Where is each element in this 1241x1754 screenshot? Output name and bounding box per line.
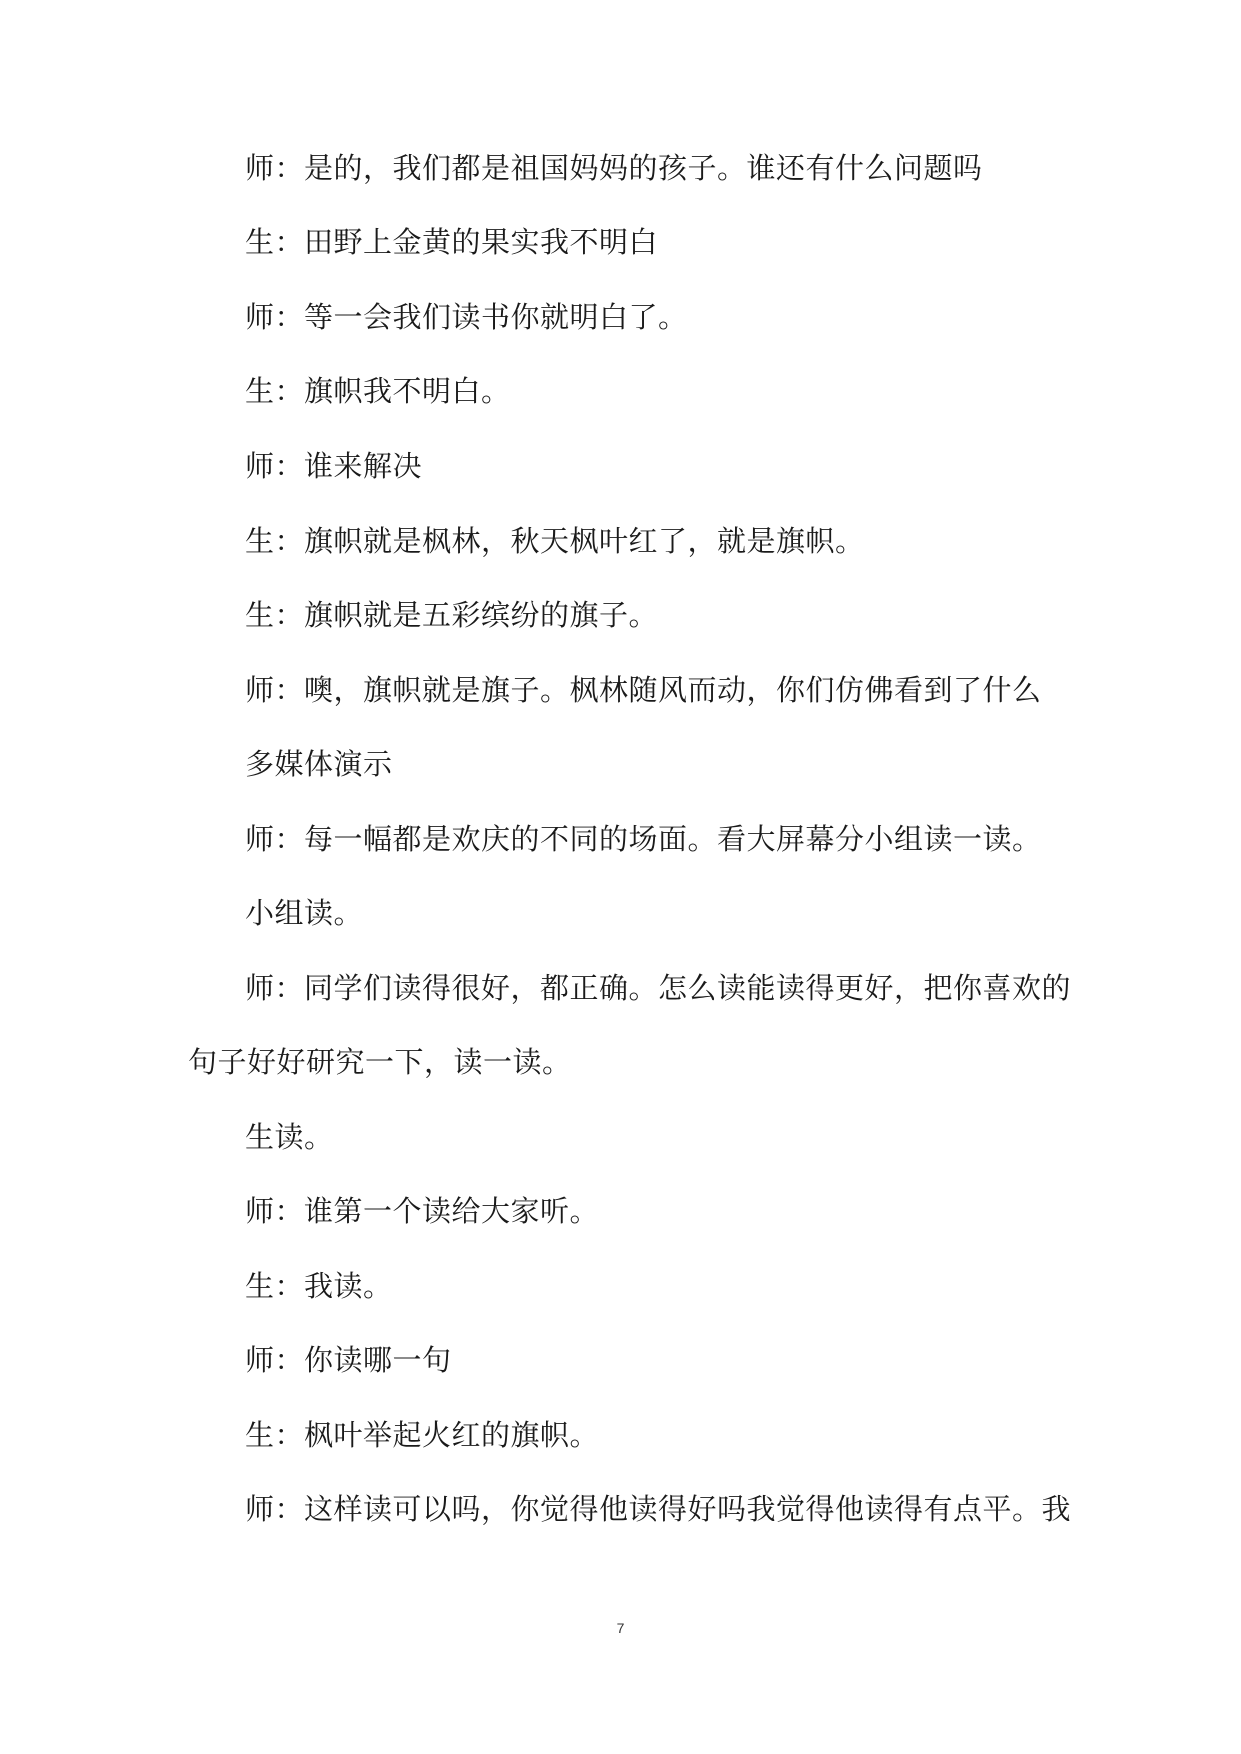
text-line: 生：田野上金黄的果实我不明白 bbox=[245, 225, 659, 259]
text-line: 师：每一幅都是欢庆的不同的场面。看大屏幕分小组读一读。 bbox=[245, 822, 1042, 856]
text-line: 生：旗帜就是枫林，秋天枫叶红了，就是旗帜。 bbox=[245, 524, 865, 558]
text-line: 师：等一会我们读书你就明白了。 bbox=[245, 300, 688, 334]
text-line: 师：是的，我们都是祖国妈妈的孩子。谁还有什么问题吗 bbox=[245, 151, 983, 185]
text-line: 师：噢，旗帜就是旗子。枫林随风而动，你们仿佛看到了什么 bbox=[245, 673, 1042, 707]
page-number: 7 bbox=[616, 1620, 625, 1636]
text-line: 生：我读。 bbox=[245, 1269, 393, 1303]
text-line: 师：谁第一个读给大家听。 bbox=[245, 1194, 600, 1228]
text-line: 句子好好研究一下，读一读。 bbox=[188, 1045, 572, 1079]
text-line: 生：枫叶举起火红的旗帜。 bbox=[245, 1418, 600, 1452]
text-line: 师：这样读可以吗，你觉得他读得好吗我觉得他读得有点平。我 bbox=[245, 1492, 1072, 1526]
text-line: 小组读。 bbox=[245, 896, 364, 930]
text-line: 师：同学们读得很好，都正确。怎么读能读得更好，把你喜欢的 bbox=[245, 971, 1072, 1005]
text-line: 师：谁来解决 bbox=[245, 449, 423, 483]
text-line: 生：旗帜我不明白。 bbox=[245, 374, 511, 408]
text-line: 生：旗帜就是五彩缤纷的旗子。 bbox=[245, 598, 659, 632]
text-line: 生读。 bbox=[245, 1120, 334, 1154]
text-line: 师：你读哪一句 bbox=[245, 1343, 452, 1377]
text-line: 多媒体演示 bbox=[245, 747, 393, 781]
